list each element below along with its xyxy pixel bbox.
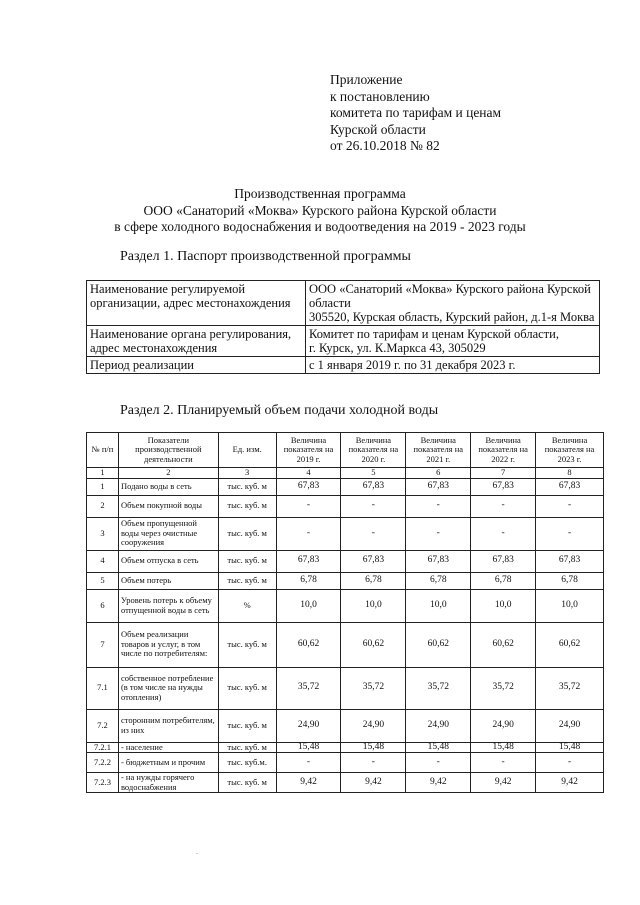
appendix-line: к постановлению <box>330 88 430 104</box>
value-cell: 9,42 <box>406 773 471 793</box>
value-cell: - <box>536 495 604 517</box>
indicator-name: Объем пропущенной воды через очистные сооружения <box>118 517 218 550</box>
value-cell: 67,83 <box>471 550 536 572</box>
appendix-line: Приложение <box>330 72 403 87</box>
column-number-row <box>87 468 604 479</box>
appendix-line: комитета по тарифам и ценам <box>330 105 502 120</box>
unit: тыс. куб. м <box>218 495 276 517</box>
column-header: Ед. изм. <box>218 433 276 468</box>
unit: тыс. куб. м <box>218 709 276 742</box>
value-cell: 67,83 <box>536 550 604 572</box>
value-cell: 6,78 <box>536 572 604 589</box>
row-number: 7 <box>87 622 119 667</box>
passport-value: с 1 января 2019 г. по 31 декабря 2023 г. <box>306 357 600 374</box>
row-number: 5 <box>87 572 119 589</box>
row-number: 7.1 <box>87 667 119 709</box>
value-cell: 15,48 <box>276 742 341 753</box>
value-cell: - <box>406 753 471 773</box>
column-header: Величина показателя на 2021 г. <box>406 433 471 468</box>
value-cell: 10,0 <box>536 589 604 622</box>
passport-value-line: Комитет по тарифам и ценам Курской области, <box>309 327 559 341</box>
value-cell: 10,0 <box>276 589 341 622</box>
value-cell: 35,72 <box>276 667 341 709</box>
volume-table <box>86 432 604 793</box>
passport-value-line: ООО «Санаторий «Моква» Курского района Курской области <box>309 282 591 310</box>
passport-value-line: 305520, Курская область, Курский район, д.1-я Моква <box>309 310 595 324</box>
title-line: ООО «Санаторий «Моква» Курского района Курской области <box>143 202 497 218</box>
column-number: 6 <box>406 468 471 479</box>
value-cell: - <box>341 517 406 550</box>
value-cell: 60,62 <box>471 622 536 667</box>
document-title <box>0 186 640 236</box>
row-number: 7.2.2 <box>87 753 119 773</box>
value-cell: 67,83 <box>406 478 471 495</box>
value-cell: 67,83 <box>276 478 341 495</box>
value-cell: 6,78 <box>276 572 341 589</box>
value-cell: 6,78 <box>471 572 536 589</box>
value-cell: 6,78 <box>406 572 471 589</box>
unit: тыс. куб. м <box>218 742 276 753</box>
value-cell: 9,42 <box>276 773 341 793</box>
section1-heading: Раздел 1. Паспорт производственной программы <box>120 249 411 264</box>
appendix-line: от 26.10.2018 № 82 <box>330 138 440 153</box>
value-cell: 24,90 <box>406 709 471 742</box>
indicator-name: - на нужды горячего водоснабжения <box>118 773 218 793</box>
page-mark: . <box>196 847 198 856</box>
table-row <box>87 773 604 793</box>
value-cell: 6,78 <box>341 572 406 589</box>
table-row <box>87 753 604 773</box>
column-number: 4 <box>276 468 341 479</box>
value-cell: 35,72 <box>341 667 406 709</box>
value-cell: 35,72 <box>406 667 471 709</box>
value-cell: 60,62 <box>536 622 604 667</box>
unit: тыс. куб. м <box>218 517 276 550</box>
value-cell: 9,42 <box>536 773 604 793</box>
column-header: Величина показателя на 2020 г. <box>341 433 406 468</box>
value-cell: 15,48 <box>406 742 471 753</box>
value-cell: 67,83 <box>406 550 471 572</box>
passport-row <box>87 281 600 326</box>
value-cell: 35,72 <box>471 667 536 709</box>
value-cell: - <box>276 517 341 550</box>
passport-value <box>306 281 600 326</box>
row-number: 6 <box>87 589 119 622</box>
indicator-name: Уровень потерь к объему отпущенной воды в сеть <box>118 589 218 622</box>
indicator-name: Объем отпуска в сеть <box>118 550 218 572</box>
passport-label: Наименование регулируемой организации, адрес местонахождения <box>87 281 306 326</box>
value-cell: - <box>406 495 471 517</box>
value-cell: - <box>341 753 406 773</box>
indicator-name: сторонним потребителям, из них <box>118 709 218 742</box>
unit: % <box>218 589 276 622</box>
value-cell: - <box>536 517 604 550</box>
value-cell: 60,62 <box>341 622 406 667</box>
table-row <box>87 667 604 709</box>
table-row <box>87 589 604 622</box>
table-row <box>87 572 604 589</box>
passport-row <box>87 357 600 374</box>
table-row <box>87 622 604 667</box>
column-header: Величина показателя на 2023 г. <box>536 433 604 468</box>
unit: тыс. куб. м <box>218 773 276 793</box>
value-cell: 24,90 <box>471 709 536 742</box>
appendix-block <box>330 72 501 155</box>
column-number: 3 <box>218 468 276 479</box>
column-number: 1 <box>87 468 119 479</box>
row-number: 1 <box>87 478 119 495</box>
value-cell: 9,42 <box>471 773 536 793</box>
value-cell: - <box>471 517 536 550</box>
unit: тыс. куб. м <box>218 572 276 589</box>
indicator-name: собственное потребление (в том числе на нужды отопления) <box>118 667 218 709</box>
column-header: Величина показателя на 2019 г. <box>276 433 341 468</box>
title-line: Производственная программа <box>234 186 406 201</box>
passport-value <box>306 326 600 357</box>
row-number: 2 <box>87 495 119 517</box>
value-cell: - <box>471 753 536 773</box>
value-cell: 10,0 <box>406 589 471 622</box>
indicator-name: Объем потерь <box>118 572 218 589</box>
table-row <box>87 478 604 495</box>
indicator-name: - население <box>118 742 218 753</box>
indicator-name: - бюджетным и прочим <box>118 753 218 773</box>
passport-label: Наименование органа регулирования, адрес местонахождения <box>87 326 306 357</box>
value-cell: - <box>276 495 341 517</box>
indicator-name: Подано воды в сеть <box>118 478 218 495</box>
value-cell: - <box>536 753 604 773</box>
value-cell: 15,48 <box>471 742 536 753</box>
table-row <box>87 550 604 572</box>
column-number: 2 <box>118 468 218 479</box>
row-number: 3 <box>87 517 119 550</box>
appendix-line: Курской области <box>330 121 426 137</box>
value-cell: 35,72 <box>536 667 604 709</box>
value-cell: 67,83 <box>536 478 604 495</box>
value-cell: 15,48 <box>536 742 604 753</box>
indicator-name: Объем покупной воды <box>118 495 218 517</box>
column-header: Показатели производственной деятельности <box>118 433 218 468</box>
column-number: 5 <box>341 468 406 479</box>
unit: тыс. куб. м <box>218 667 276 709</box>
title-line: в сфере холодного водоснабжения и водоотведения на 2019 - 2023 годы <box>114 219 526 234</box>
value-cell: 9,42 <box>341 773 406 793</box>
column-header: № п/п <box>87 433 119 468</box>
value-cell: - <box>471 495 536 517</box>
column-number: 8 <box>536 468 604 479</box>
row-number: 7.2 <box>87 709 119 742</box>
value-cell: 15,48 <box>341 742 406 753</box>
unit: тыс. куб. м <box>218 550 276 572</box>
passport-value-line: г. Курск, ул. К.Маркса 43, 305029 <box>309 341 486 355</box>
value-cell: 24,90 <box>536 709 604 742</box>
table-header-row <box>87 433 604 468</box>
column-number: 7 <box>471 468 536 479</box>
value-cell: - <box>406 517 471 550</box>
value-cell: 10,0 <box>341 589 406 622</box>
column-header: Величина показателя на 2022 г. <box>471 433 536 468</box>
value-cell: 24,90 <box>276 709 341 742</box>
passport-table <box>86 280 600 374</box>
unit: тыс. куб.м. <box>218 753 276 773</box>
passport-label: Период реализации <box>87 357 306 374</box>
value-cell: 10,0 <box>471 589 536 622</box>
value-cell: 67,83 <box>341 550 406 572</box>
table-row <box>87 517 604 550</box>
indicator-name: Объем реализации товаров и услуг, в том числе по потребителям: <box>118 622 218 667</box>
section2-heading: Раздел 2. Планируемый объем подачи холодной воды <box>120 403 439 418</box>
unit: тыс. куб. м <box>218 478 276 495</box>
passport-row <box>87 326 600 357</box>
value-cell: - <box>276 753 341 773</box>
row-number: 7.2.1 <box>87 742 119 753</box>
value-cell: 67,83 <box>341 478 406 495</box>
table-row <box>87 709 604 742</box>
unit: тыс. куб. м <box>218 622 276 667</box>
value-cell: 24,90 <box>341 709 406 742</box>
row-number: 7.2.3 <box>87 773 119 793</box>
value-cell: 67,83 <box>471 478 536 495</box>
value-cell: 60,62 <box>276 622 341 667</box>
value-cell: 60,62 <box>406 622 471 667</box>
value-cell: 67,83 <box>276 550 341 572</box>
table-row <box>87 495 604 517</box>
table-row <box>87 742 604 753</box>
value-cell: - <box>341 495 406 517</box>
row-number: 4 <box>87 550 119 572</box>
